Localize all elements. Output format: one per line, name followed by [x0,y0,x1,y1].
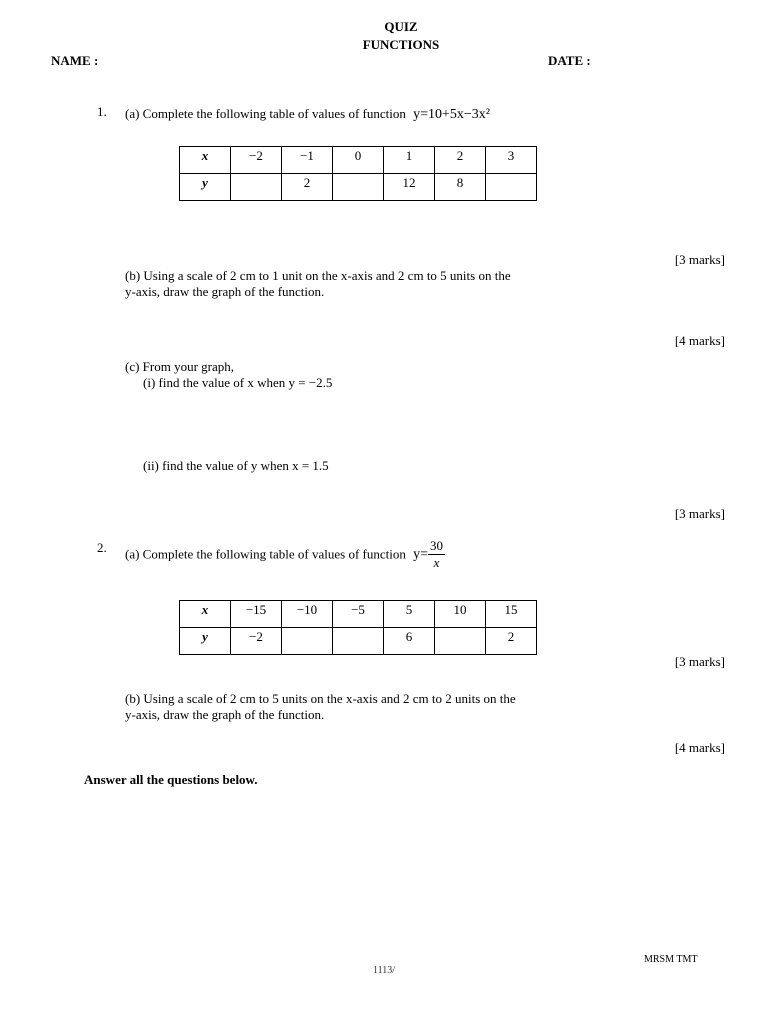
q2-y-cell: −2 [231,628,282,655]
table-row [180,628,537,655]
q1-a-instruction: (a) Complete the following table of values of function [125,106,406,121]
q2-x-header: x [180,601,231,628]
q2-number: 2. [97,540,107,555]
quiz-subtitle: FUNCTIONS [362,37,440,52]
footer-school: MRSM TMT [644,954,698,965]
q1-y-cell: 8 [435,174,486,201]
q1-y-header: y [180,174,231,201]
q1-x-header: x [180,147,231,174]
q2-y-cell: 2 [486,628,537,655]
q2-x-cell: −10 [282,601,333,628]
q2-a-instruction: (a) Complete the following table of values of function [125,546,406,562]
q1-number: 1. [97,104,107,119]
q1-y-cell [486,174,537,201]
q2-x-cell: −5 [333,601,384,628]
q1-c-i: (i) find the value of x when y = −2.5 [143,375,333,390]
q2-a-fraction [428,538,445,571]
q1-y-cell: 12 [384,174,435,201]
q1-x-cell: −1 [282,147,333,174]
q1-x-cell: 3 [486,147,537,174]
q2-a-fraction-numerator: 30 [430,538,444,553]
table-row [180,601,537,628]
q2-x-cell: 15 [486,601,537,628]
q1-a-formula: y=10+5x−3x² [413,107,491,122]
q2-value-table [179,600,537,655]
q2-y-cell [282,628,333,655]
q1-y-cell [333,174,384,201]
q2-a-marks: [3 marks] [674,654,725,669]
q1-x-cell: 0 [333,147,384,174]
q1-b-marks: [4 marks] [674,333,725,348]
q2-b-line2: y-axis, draw the graph of the function. [125,707,325,722]
q1-c-ii: (ii) find the value of y when x = 1.5 [143,458,329,473]
instruction-text: Answer all the questions below. [84,772,258,787]
q1-value-table [179,146,537,201]
q2-y-cell [435,628,486,655]
q1-y-cell: 2 [282,174,333,201]
q2-a-fraction-denominator: x [433,555,440,570]
q1-b-line2: y-axis, draw the graph of the function. [125,284,325,299]
quiz-title: QUIZ [384,19,418,34]
q2-y-header: y [180,628,231,655]
name-label: NAME : [51,53,99,68]
q2-y-cell [333,628,384,655]
table-row [180,174,537,201]
q1-x-cell: 2 [435,147,486,174]
q1-c-intro: (c) From your graph, [125,359,235,374]
q1-y-cell [231,174,282,201]
q1-a-marks: [3 marks] [674,252,725,267]
table-row [180,147,537,174]
q1-c-marks: [3 marks] [674,506,725,521]
q2-x-cell: −15 [231,601,282,628]
q2-y-cell: 6 [384,628,435,655]
q1-x-cell: 1 [384,147,435,174]
q1-a-text [125,106,490,123]
q2-a-formula-lhs: y= [413,546,429,562]
q2-b-marks: [4 marks] [674,740,725,755]
q2-x-cell: 5 [384,601,435,628]
q1-x-cell: −2 [231,147,282,174]
q2-b-line1: (b) Using a scale of 2 cm to 5 units on the x-axis and 2 cm to 2 units on the [125,691,516,706]
date-label: DATE : [548,53,591,68]
q1-b-line1: (b) Using a scale of 2 cm to 1 unit on the x-axis and 2 cm to 5 units on the [125,268,511,283]
footer-page-code: 1113/ [372,965,396,976]
q2-a-text [125,538,445,571]
q2-x-cell: 10 [435,601,486,628]
